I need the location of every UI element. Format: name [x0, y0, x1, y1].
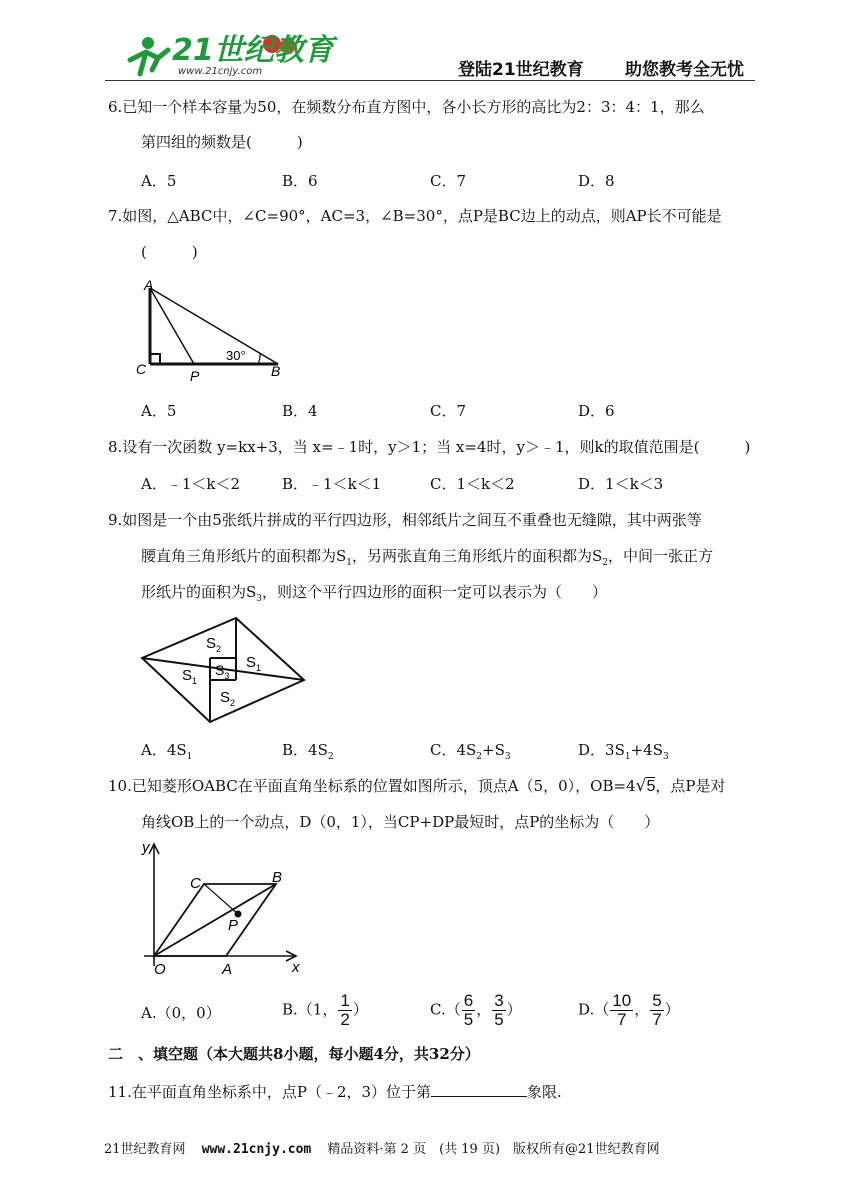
q7-option-a: A．5	[141, 402, 177, 420]
rhombus-oabc	[154, 884, 276, 956]
label-angle: 30°	[226, 348, 246, 363]
q10-option-a: A.（0，0）	[141, 1004, 221, 1022]
logo-title: 21世纪教育	[172, 33, 334, 68]
label-b: B	[271, 363, 281, 379]
q9-figure	[138, 612, 310, 732]
q6-option-b: B．6	[282, 172, 318, 190]
footer-site: 21世纪教育网	[104, 1142, 186, 1157]
svg-text:x: x	[292, 959, 300, 976]
q7-option-b: B．4	[282, 402, 318, 420]
fig-s3: $S_3$	[215, 662, 230, 681]
footer-url: www.21cnjy.com	[201, 1142, 312, 1157]
svg-text:A: A	[222, 961, 233, 978]
svg-text:C: C	[190, 875, 201, 892]
q10-line2: 角线OB上的一个动点，D（0，1），当CP+DP最短时，点P的坐标为（ ）	[141, 813, 660, 831]
header-rule	[105, 80, 755, 81]
q10-option-c: C.（ $\frac{6}{5}$ ， $\frac{3}{5}$ ）	[430, 991, 522, 1029]
q6-option-c: C．7	[430, 172, 467, 190]
q7-option-d: D．6	[578, 402, 615, 420]
q11-answer-blank	[431, 1082, 527, 1097]
q10-figure	[130, 838, 310, 983]
q8-line1: 8.设有一次函数 y=kx+3，当 x=﹣1时，y＞1；当 x=4时，y＞﹣1，则k的取值范围是( )	[108, 438, 751, 456]
triangle-abc	[150, 288, 278, 364]
footer-page: 精品资料·第 2 页 (共 19 页) 版权所有@21世纪教育网	[327, 1142, 660, 1157]
label-a: A	[144, 278, 154, 293]
svg-text:P: P	[228, 917, 239, 934]
label-c: C	[136, 361, 147, 377]
q9-line1: 9.如图是一个由5张纸片拼成的平行四边形，相邻纸片之间互不重叠也无缝隙，其中两张等	[108, 511, 702, 529]
q7-line1: 7.如图，△ABC中，∠C=90°，AC=3，∠B=30°，点P是BC边上的动点，则AP长不可能是	[108, 207, 722, 225]
fig-s2-bottom: $S_2$	[220, 689, 236, 708]
svg-text:y: y	[142, 839, 150, 856]
q7-option-c: C．7	[430, 402, 467, 420]
header-slogan-left: 登陆21世纪教育	[458, 60, 584, 80]
logo-url: www.21cnjy.com	[178, 66, 263, 77]
q6-option-d: D．8	[578, 172, 615, 190]
q9-line3: 形纸片的面积为$S_3$，则这个平行四边形的面积一定可以表示为（ ）	[141, 583, 608, 604]
q8-option-a: A．﹣1＜k＜2	[141, 475, 241, 493]
q10-line1: 10.已知菱形OABC在平面直角坐标系的位置如图所示，顶点A（5，0），OB=4√5，点P是对	[108, 776, 726, 796]
q6-option-a: A．5	[141, 172, 177, 190]
svg-text:B: B	[272, 869, 283, 886]
q9-line2: 腰直角三角形纸片的面积都为$S_1$，另两张直角三角形纸片的面积都为$S_2$，中间一张正方	[141, 547, 714, 568]
q9-option-c: C．$4S_2+S_3$	[430, 741, 511, 762]
footer	[104, 1141, 660, 1159]
q9-option-b: B．$4S_2$	[282, 741, 334, 762]
q9-option-a: A．$4S_1$	[141, 741, 193, 762]
section-title: 二 、填空题（本大题共8小题，每小题4分，共32分）	[108, 1045, 480, 1063]
q10-option-b: B.（1， $\frac{1}{2}$ ）	[282, 991, 368, 1029]
q6-line1: 6.已知一个样本容量为50，在频数分布直方图中，各小长方形的高比为2：3：4：1，那么	[108, 98, 705, 116]
fig-s2-top: $S_2$	[206, 635, 222, 654]
q10-option-d: D.（ $\frac{10}{7}$ ， $\frac{5}{7}$ ）	[578, 991, 680, 1029]
header-slogan-right: 助您教考全无忧	[625, 60, 744, 80]
q9-option-d: D．$3S_1+4S_3$	[578, 741, 669, 762]
q8-option-b: B．﹣1＜k＜1	[282, 475, 382, 493]
q8-option-d: D．1＜k＜3	[578, 475, 664, 493]
label-p: P	[190, 368, 200, 384]
q6-line2: 第四组的频数是( )	[141, 133, 303, 151]
q7-figure	[134, 278, 294, 388]
q8-option-c: C．1＜k＜2	[430, 475, 515, 493]
q7-line2: ( )	[141, 243, 198, 261]
fig-s1-right: $S_1$	[246, 654, 262, 673]
svg-text:O: O	[154, 961, 166, 978]
q11-line: 11.在平面直角坐标系中，点P（﹣2，3）位于第 象限.	[108, 1083, 562, 1101]
fig-s1-left: $S_1$	[182, 667, 198, 686]
sqrt-sign: √	[635, 776, 647, 796]
